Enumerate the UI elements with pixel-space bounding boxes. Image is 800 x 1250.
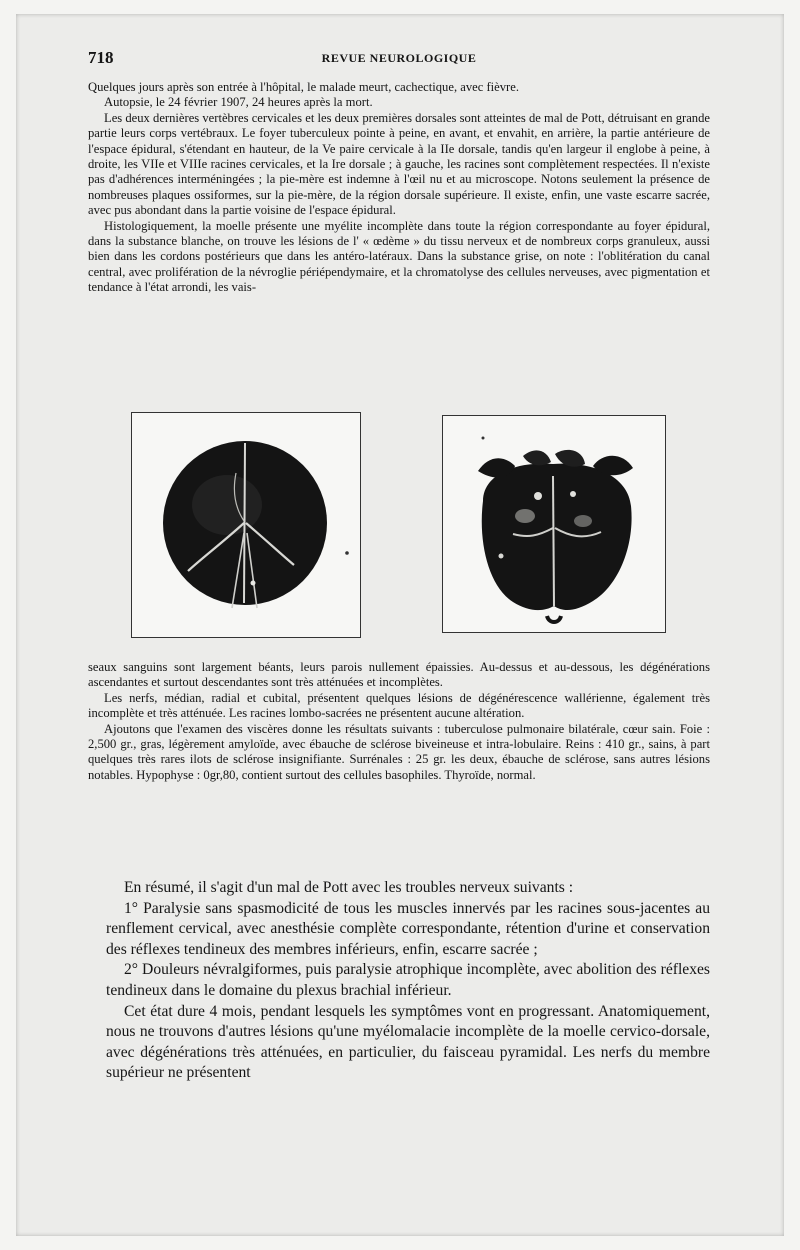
autopsy-text-block — [88, 80, 710, 296]
paragraph-histology: Histologiquement, la moelle présente une myélite incomplète dans toute la région correspondante au foyer épidural, dans la substance blanche, on trouve les lésions de l' « œdème » du tissu nerveux et de nombreux corps granuleux, aussi bien dans les cordons postérieurs que dans les antéro-latéraux. Dans la substance grise, on note : l'oblitération du canal central, avec prolifération de la névroglie périépendymaire, et la chromatolyse des cellules nerveuses, avec pigmentation et tendance à l'état arrondi, les vais- — [88, 218, 710, 295]
paragraph-summary-point-1: 1° Paralysie sans spasmodicité de tous les muscles innervés par les racines sous-jacentes au renflement cervical, avec anesthésie complète correspondante, rétention d'urine et conservation des réflexes tendineux des membres inférieurs, enfin, escarre sacrée ; — [106, 899, 710, 958]
paragraph-vessels: seaux sanguins sont largement béants, leurs parois nullement épaissies. Au-dessus et au-dessous, les dégénérations ascendantes et surtout descendantes sont très atténuées et incomplètes. — [88, 660, 710, 690]
spinal-cord-section-image-right — [443, 416, 665, 632]
paragraph-nerves: Les nerfs, médian, radial et cubital, présentent quelques lésions de dégénérescence wallérienne, également très incomplète et très atténuée. Les racines lombo-sacrées ne présentent aucune altération. — [88, 690, 710, 721]
spinal-cord-section-figure-left — [131, 412, 361, 638]
paragraph-vertebrae: Les deux dernières vertèbres cervicales et les deux premières dorsales sont atteintes de mal de Pott, détruisant en grande partie leurs corps vertébraux. Le foyer tuberculeux pointe à peine, en avant, et envahit, en arrière, la partie antérieure de l'espace épidural, s'étendant en hauteur, de la Ve paire cervicale à la IIe dorsale, tandis qu'en largeur il englobe à peine, à droite, les VIIe et VIIIe racines cervicales, et la Ire dorsale ; à gauche, les racines sont complètement respectées. Il n'existe pas d'adhérences interméningées ; la pie-mère est indemne à l'œil nu et au microscope. Notons seulement la présence de nombreuses plaques ossiformes, sur la pie-mère, de la région dorsale supérieure. Il existe, enfin, une vaste escarre sacrée, avec pus abondant dans la partie voisine de l'espace épidural. — [88, 110, 710, 218]
paragraph-summary-conclusion: Cet état dure 4 mois, pendant lesquels les symptômes vont en progressant. Anatomiquement, nous ne trouvons d'autres lésions qu'une myélomalacie incomplète de la moelle cervico-dorsale, avec dégénérations très atténuées, en particulier, du faisceau pyramidal. Les nerfs du membre supérieur ne présentent — [106, 1002, 710, 1082]
summary-text-block — [106, 878, 710, 1084]
spinal-cord-section-image-left — [132, 413, 360, 637]
paragraph-death: Quelques jours après son entrée à l'hôpital, le malade meurt, cachectique, avec fièvre. — [88, 80, 519, 94]
paragraph-viscera: Ajoutons que l'examen des viscères donne les résultats suivants : tuberculose pulmonaire bilatérale, cœur sain. Foie : 2,500 gr., gras, légèrement amyloïde, avec ébauche de sclérose biveineuse et intra-lobulaire. Reins : 410 gr., sains, à part quelques très rares ilots de sclérose insignifiante. Surrénales : 25 gr. les deux, ébauche de sclérose, sans autres lésions notables. Hypophyse : 0gr,80, contient surtout des cellules basophiles. Thyroïde, normal. — [88, 721, 710, 782]
findings-text-block — [88, 660, 710, 783]
journal-title: REVUE NEUROLOGIQUE — [321, 51, 477, 65]
page-header — [88, 48, 710, 68]
paragraph-summary-intro: En résumé, il s'agit d'un mal de Pott avec les troubles nerveux suivants : — [124, 879, 574, 896]
spinal-cord-section-figure-right — [442, 415, 666, 633]
paragraph-autopsy-date: Autopsie, le 24 février 1907, 24 heures après la mort. — [104, 95, 373, 110]
page-number: 718 — [88, 48, 114, 67]
paragraph-summary-point-2: 2° Douleurs névralgiformes, puis paralysie atrophique incomplète, avec abolition des réflexes tendineux dans le domaine du plexus brachial inférieur. — [106, 961, 710, 999]
